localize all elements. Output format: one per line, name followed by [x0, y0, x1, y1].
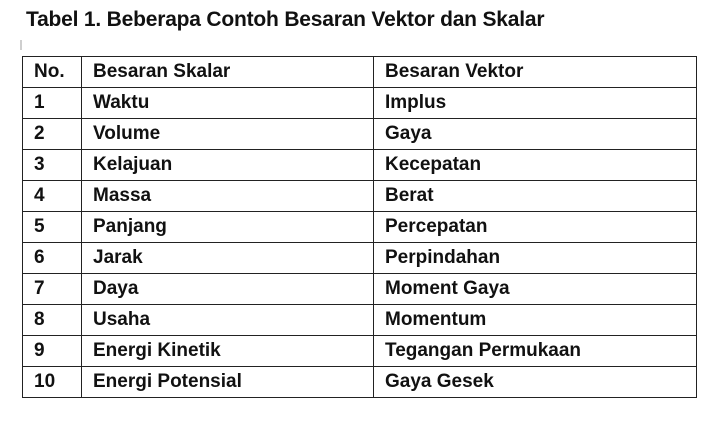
vector-quantity: Tegangan Permukaan [374, 336, 697, 367]
scalar-quantity: Waktu [82, 88, 374, 119]
table-row [23, 212, 697, 243]
scalar-quantity: Massa [82, 181, 374, 212]
row-number: 6 [23, 243, 82, 274]
table-row [23, 367, 697, 398]
row-number: 4 [23, 181, 82, 212]
table-header-row [23, 57, 697, 88]
table-row [23, 305, 697, 336]
table-row [23, 119, 697, 150]
row-number: 3 [23, 150, 82, 181]
header-vector: Besaran Vektor [374, 57, 697, 88]
row-number: 10 [23, 367, 82, 398]
row-number: 7 [23, 274, 82, 305]
scalar-quantity: Jarak [82, 243, 374, 274]
vector-quantity: Perpindahan [374, 243, 697, 274]
vector-quantity: Percepatan [374, 212, 697, 243]
table-row [23, 181, 697, 212]
scalar-quantity: Panjang [82, 212, 374, 243]
table-row [23, 243, 697, 274]
row-number: 2 [23, 119, 82, 150]
vector-quantity: Gaya Gesek [374, 367, 697, 398]
row-number: 8 [23, 305, 82, 336]
header-no: No. [23, 57, 82, 88]
table-row [23, 274, 697, 305]
vector-quantity: Moment Gaya [374, 274, 697, 305]
scalar-quantity: Volume [82, 119, 374, 150]
row-number: 9 [23, 336, 82, 367]
vector-quantity: Kecepatan [374, 150, 697, 181]
table-caption: Tabel 1. Beberapa Contoh Besaran Vektor dan Skalar [26, 8, 545, 31]
row-number: 5 [23, 212, 82, 243]
scalar-quantity: Daya [82, 274, 374, 305]
scalar-quantity: Usaha [82, 305, 374, 336]
table-row [23, 150, 697, 181]
vector-quantity: Gaya [374, 119, 697, 150]
table-row [23, 88, 697, 119]
scalar-quantity: Kelajuan [82, 150, 374, 181]
header-scalar: Besaran Skalar [82, 57, 374, 88]
vector-scalar-table [22, 56, 697, 398]
cell-marker [20, 40, 22, 50]
scalar-quantity: Energi Potensial [82, 367, 374, 398]
vector-quantity: Implus [374, 88, 697, 119]
scalar-quantity: Energi Kinetik [82, 336, 374, 367]
table-row [23, 336, 697, 367]
vector-quantity: Momentum [374, 305, 697, 336]
vector-quantity: Berat [374, 181, 697, 212]
row-number: 1 [23, 88, 82, 119]
